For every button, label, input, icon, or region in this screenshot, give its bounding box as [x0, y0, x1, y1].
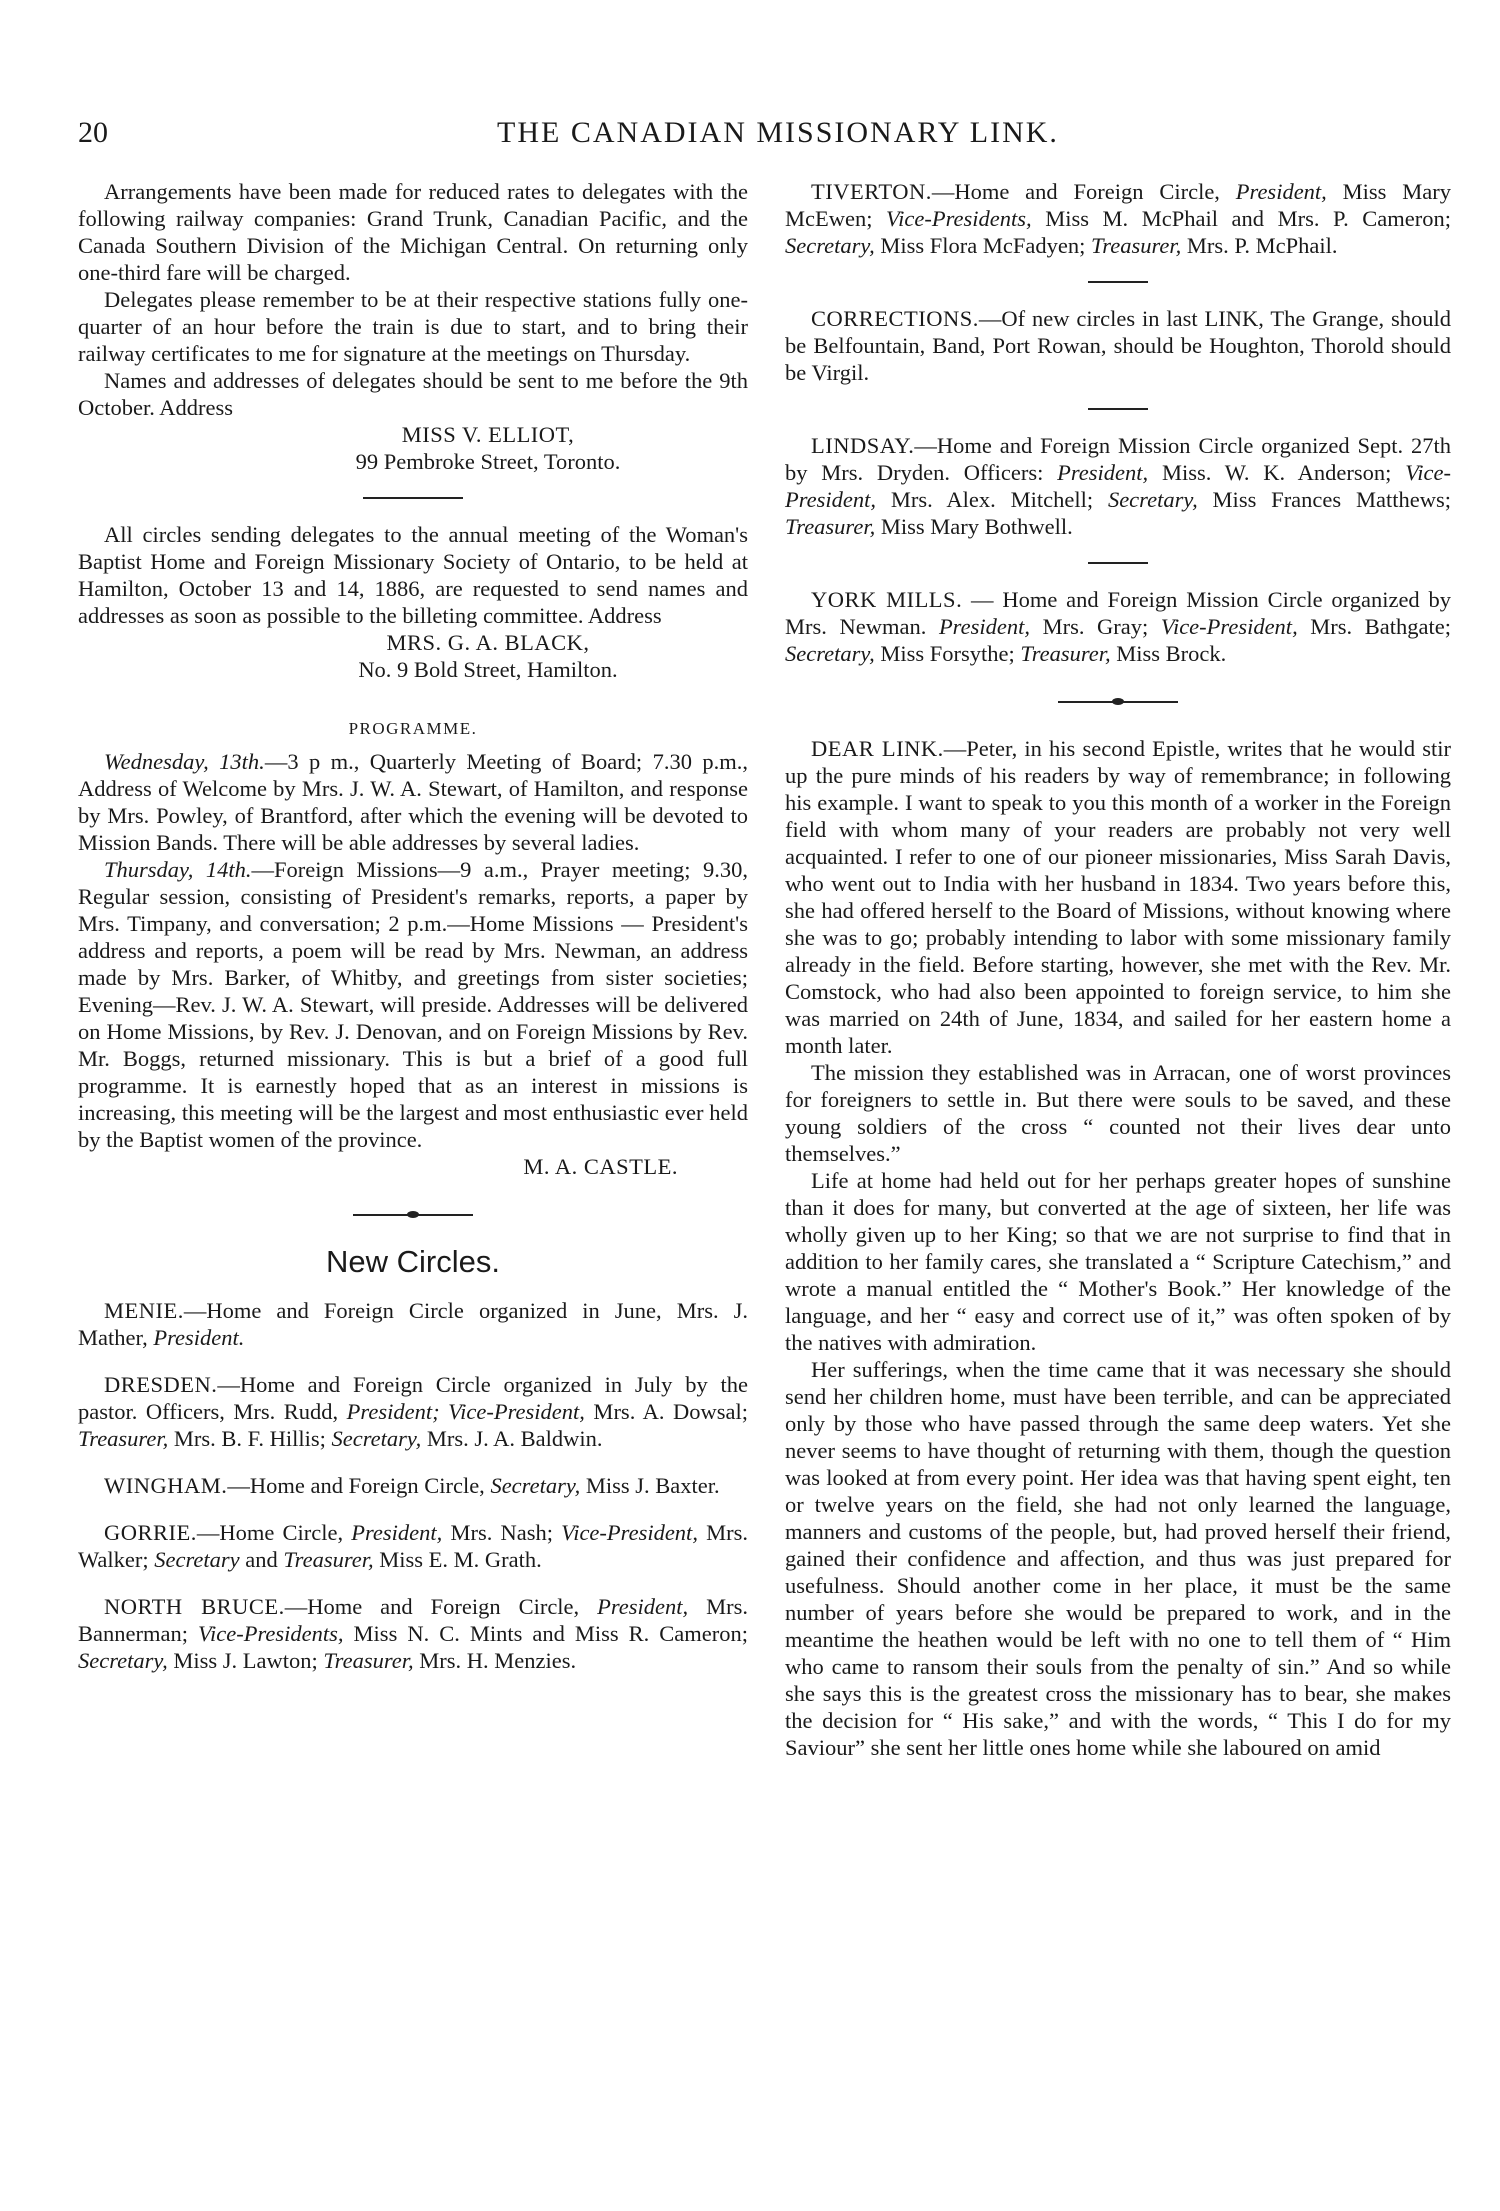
circle-name: DRESDEN. [104, 1372, 218, 1397]
section-divider [363, 497, 463, 499]
programme-signature: M. A. CASTLE. [523, 1154, 678, 1179]
programme-thursday-date: Thursday, 14th. [104, 857, 252, 882]
corrections-label: CORRECTIONS. [811, 306, 979, 331]
signature-black-name: MRS. G. A. BLACK, [386, 630, 590, 655]
page-number: 20 [78, 116, 108, 149]
ornamental-divider [353, 1206, 473, 1224]
circle-name: GORRIE. [104, 1520, 197, 1545]
circle-entry-wingham: WINGHAM.—Home and Foreign Circle, Secretary, Miss J. Baxter. [104, 1473, 720, 1498]
page-header [78, 116, 1438, 166]
circle-name: LINDSAY. [811, 433, 915, 458]
journal-title: THE CANADIAN MISSIONARY LINK. [497, 116, 1059, 149]
programme-thursday-text: —Foreign Missions—9 a.m., Prayer meeting; 9.30, Regular session, consisting of President's remarks, reports, a paper by Mrs. Timpany, and conversation; 2 p.m.—Home Missions — President's address and reports, a poem will be read by Mrs. Newman, an address made by Mrs. Barker, of Whitby, and greetings from sister societies; Evening—Rev. J. W. A. Stewart, will preside. Addresses will be delivered on Home Missions, by Rev. J. Denovan, and on Foreign Missions by Rev. Mr. Boggs, returned missionary. This is but a brief of a good full programme. It is earnestly hoped that as an interest in missions is increasing, this meeting will be the largest and most enthusiastic ever held by the Baptist women of the province. [78, 857, 748, 1152]
circle-entry-gorrie: GORRIE.—Home Circle, President, Mrs. Nash; Vice-President, Mrs. Walker; Secretary and Treasurer, Miss E. M. Grath. [78, 1520, 748, 1572]
circle-entry-north-bruce: NORTH BRUCE.—Home and Foreign Circle, President, Mrs. Bannerman; Vice-Presidents, Miss N. C. Mints and Miss R. Cameron; Secretary, Miss J. Lawton; Treasurer, Mrs. H. Menzies. [78, 1594, 748, 1673]
programme-heading: PROGRAMME. [348, 719, 478, 738]
programme-wednesday [78, 748, 748, 856]
circle-name: YORK MILLS. [811, 587, 963, 612]
right-column [785, 178, 1451, 1761]
section-divider [1088, 562, 1148, 564]
new-circles-heading: New Circles. [326, 1244, 500, 1279]
ornamental-divider [1058, 693, 1178, 711]
letter-paragraph-3: Life at home had held out for her perhaps greater hopes of sunshine than it does for many, but converted at the age of sixteen, her life was wholly given up to her King; so that we are not surprise to find that in addition to her family cares, she translated a “ Scripture Catechism,” and wrote a manual entitled the “ Mother's Book.” Her knowledge of the language, and her “ easy and correct use of it,” was often spoken of by the natives with admiration. [785, 1168, 1451, 1355]
circle-entry-lindsay: LINDSAY.—Home and Foreign Mission Circle organized Sept. 27th by Mrs. Dryden. Officers: President, Miss. W. K. Anderson; Vice-President, Mrs. Alex. Mitchell; Secretary, Miss Frances Matthews; Treasurer, Miss Mary Bothwell. [785, 433, 1451, 539]
corrections-entry: CORRECTIONS.—Of new circles in last LINK, The Grange, should be Belfountain, Band, Port Rowan, should be Houghton, Thorold should be Virgil. [785, 306, 1451, 385]
circle-entry-dresden: DRESDEN.—Home and Foreign Circle organized in July by the pastor. Officers, Mrs. Rudd, President; Vice-President, Mrs. A. Dowsal; Treasurer, Mrs. B. F. Hillis; Secretary, Mrs. J. A. Baldwin. [78, 1372, 748, 1451]
circle-name: MENIE. [104, 1298, 184, 1323]
letter-paragraph-1: DEAR LINK.—Peter, in his second Epistle, writes that he would stir up the pure minds of his readers by way of remembrance; in following his example. I want to speak to you this month of a worker in the Foreign field with whom many of your readers are probably not very well acquainted. I refer to one of our pioneer missionaries, Miss Sarah Davis, who went out to India with her husband in 1834. Two years before this, she had offered herself to the Board of Missions, without knowing where she was to go; probably intending to labor with some missionary family already in the field. Before starting, however, she met with the Rev. Mr. Comstock, who had also been appointed to foreign service, to him she was married on 24th of June, 1834, and sailed for her eastern home a month later. [785, 736, 1452, 1058]
left-column [78, 178, 748, 1694]
railway-paragraph-2: Delegates please remember to be at their respective stations fully one-quarter of an hour before the train is due to start, and to bring their railway certificates to me for signature at the meetings on Thursday. [78, 287, 748, 366]
billeting-paragraph: All circles sending delegates to the annual meeting of the Woman's Baptist Home and Foreign Missionary Society of Ontario, to be held at Hamilton, October 13 and 14, 1886, are requested to send names and addresses as soon as possible to the billeting committee. Address [78, 522, 748, 628]
circle-name: TIVERTON. [811, 179, 932, 204]
letter-salutation: DEAR LINK. [811, 736, 944, 761]
letter-paragraph-2: The mission they established was in Arracan, one of worst provinces for foreigners to settle in. But there were souls to be saved, and these young soldiers of the cross “ counted not their lives dear unto themselves.” [785, 1060, 1451, 1166]
section-divider [1088, 281, 1148, 283]
programme-wednesday-text: —3 p m., Quarterly Meeting of Board; 7.30 p.m., Address of Welcome by Mrs. J. W. A. Stewart, of Hamilton, and response by Mrs. Powley, of Brantford, after which the evening will be devoted to Mission Bands. There will be able addresses by several ladies. [78, 749, 748, 855]
railway-paragraph-1: Arrangements have been made for reduced rates to delegates with the following railway companies: Grand Trunk, Canadian Pacific, and the Canada Southern Division of the Michigan Central. On returning only one-third fare will be charged. [78, 179, 748, 285]
railway-paragraph-3: Names and addresses of delegates should be sent to me before the 9th October. Address [78, 368, 748, 420]
letter-paragraph-4: Her sufferings, when the time came that it was necessary she should send her children home, must have been terrible, and can be appreciated only by those who have passed through the same deep waters. Yet she never seems to have thought of returning with them, though the question was looked at from every point. Her idea was that having spent eight, ten or twelve years on the field, she had not only learned the language, manners and customs of the people, but, had proved herself their friend, gained their confidence and affection, and thus was just prepared for usefulness. Should another come in her place, it must be the same number of years before she would be prepared to work, and in the meantime the heathen would be left with no one to tell them of “ Him who came to ransom their souls from the penalty of sin.” And so while she says this is the greatest cross the missionary has to bear, she makes the decision for “ His sake,” and with the words, “ This I do for my Saviour” she sent her little ones home while she laboured on amid [785, 1357, 1451, 1760]
circle-entry-tiverton: TIVERTON.—Home and Foreign Circle, President, Miss Mary McEwen; Vice-Presidents, Miss M. McPhail and Mrs. P. Cameron; Secretary, Miss Flora McFadyen; Treasurer, Mrs. P. McPhail. [785, 179, 1451, 258]
circle-name: NORTH BRUCE. [104, 1594, 285, 1619]
signature-black-address: No. 9 Bold Street, Hamilton. [358, 657, 618, 682]
signature-elliot-name: MISS V. ELLIOT, [401, 422, 575, 447]
signature-elliot-address: 99 Pembroke Street, Toronto. [355, 449, 621, 474]
circle-entry-york-mills: YORK MILLS. — Home and Foreign Mission Circle organized by Mrs. Newman. President, Mrs. Gray; Vice-President, Mrs. Bathgate; Secretary, Miss Forsythe; Treasurer, Miss Brock. [785, 587, 1452, 666]
circle-entry-menie: MENIE.—Home and Foreign Circle organized in June, Mrs. J. Mather, President. [78, 1298, 748, 1350]
section-divider [1088, 408, 1148, 410]
programme-thursday [78, 856, 748, 1153]
programme-wednesday-date: Wednesday, 13th. [104, 749, 265, 774]
circle-name: WINGHAM. [104, 1473, 228, 1498]
